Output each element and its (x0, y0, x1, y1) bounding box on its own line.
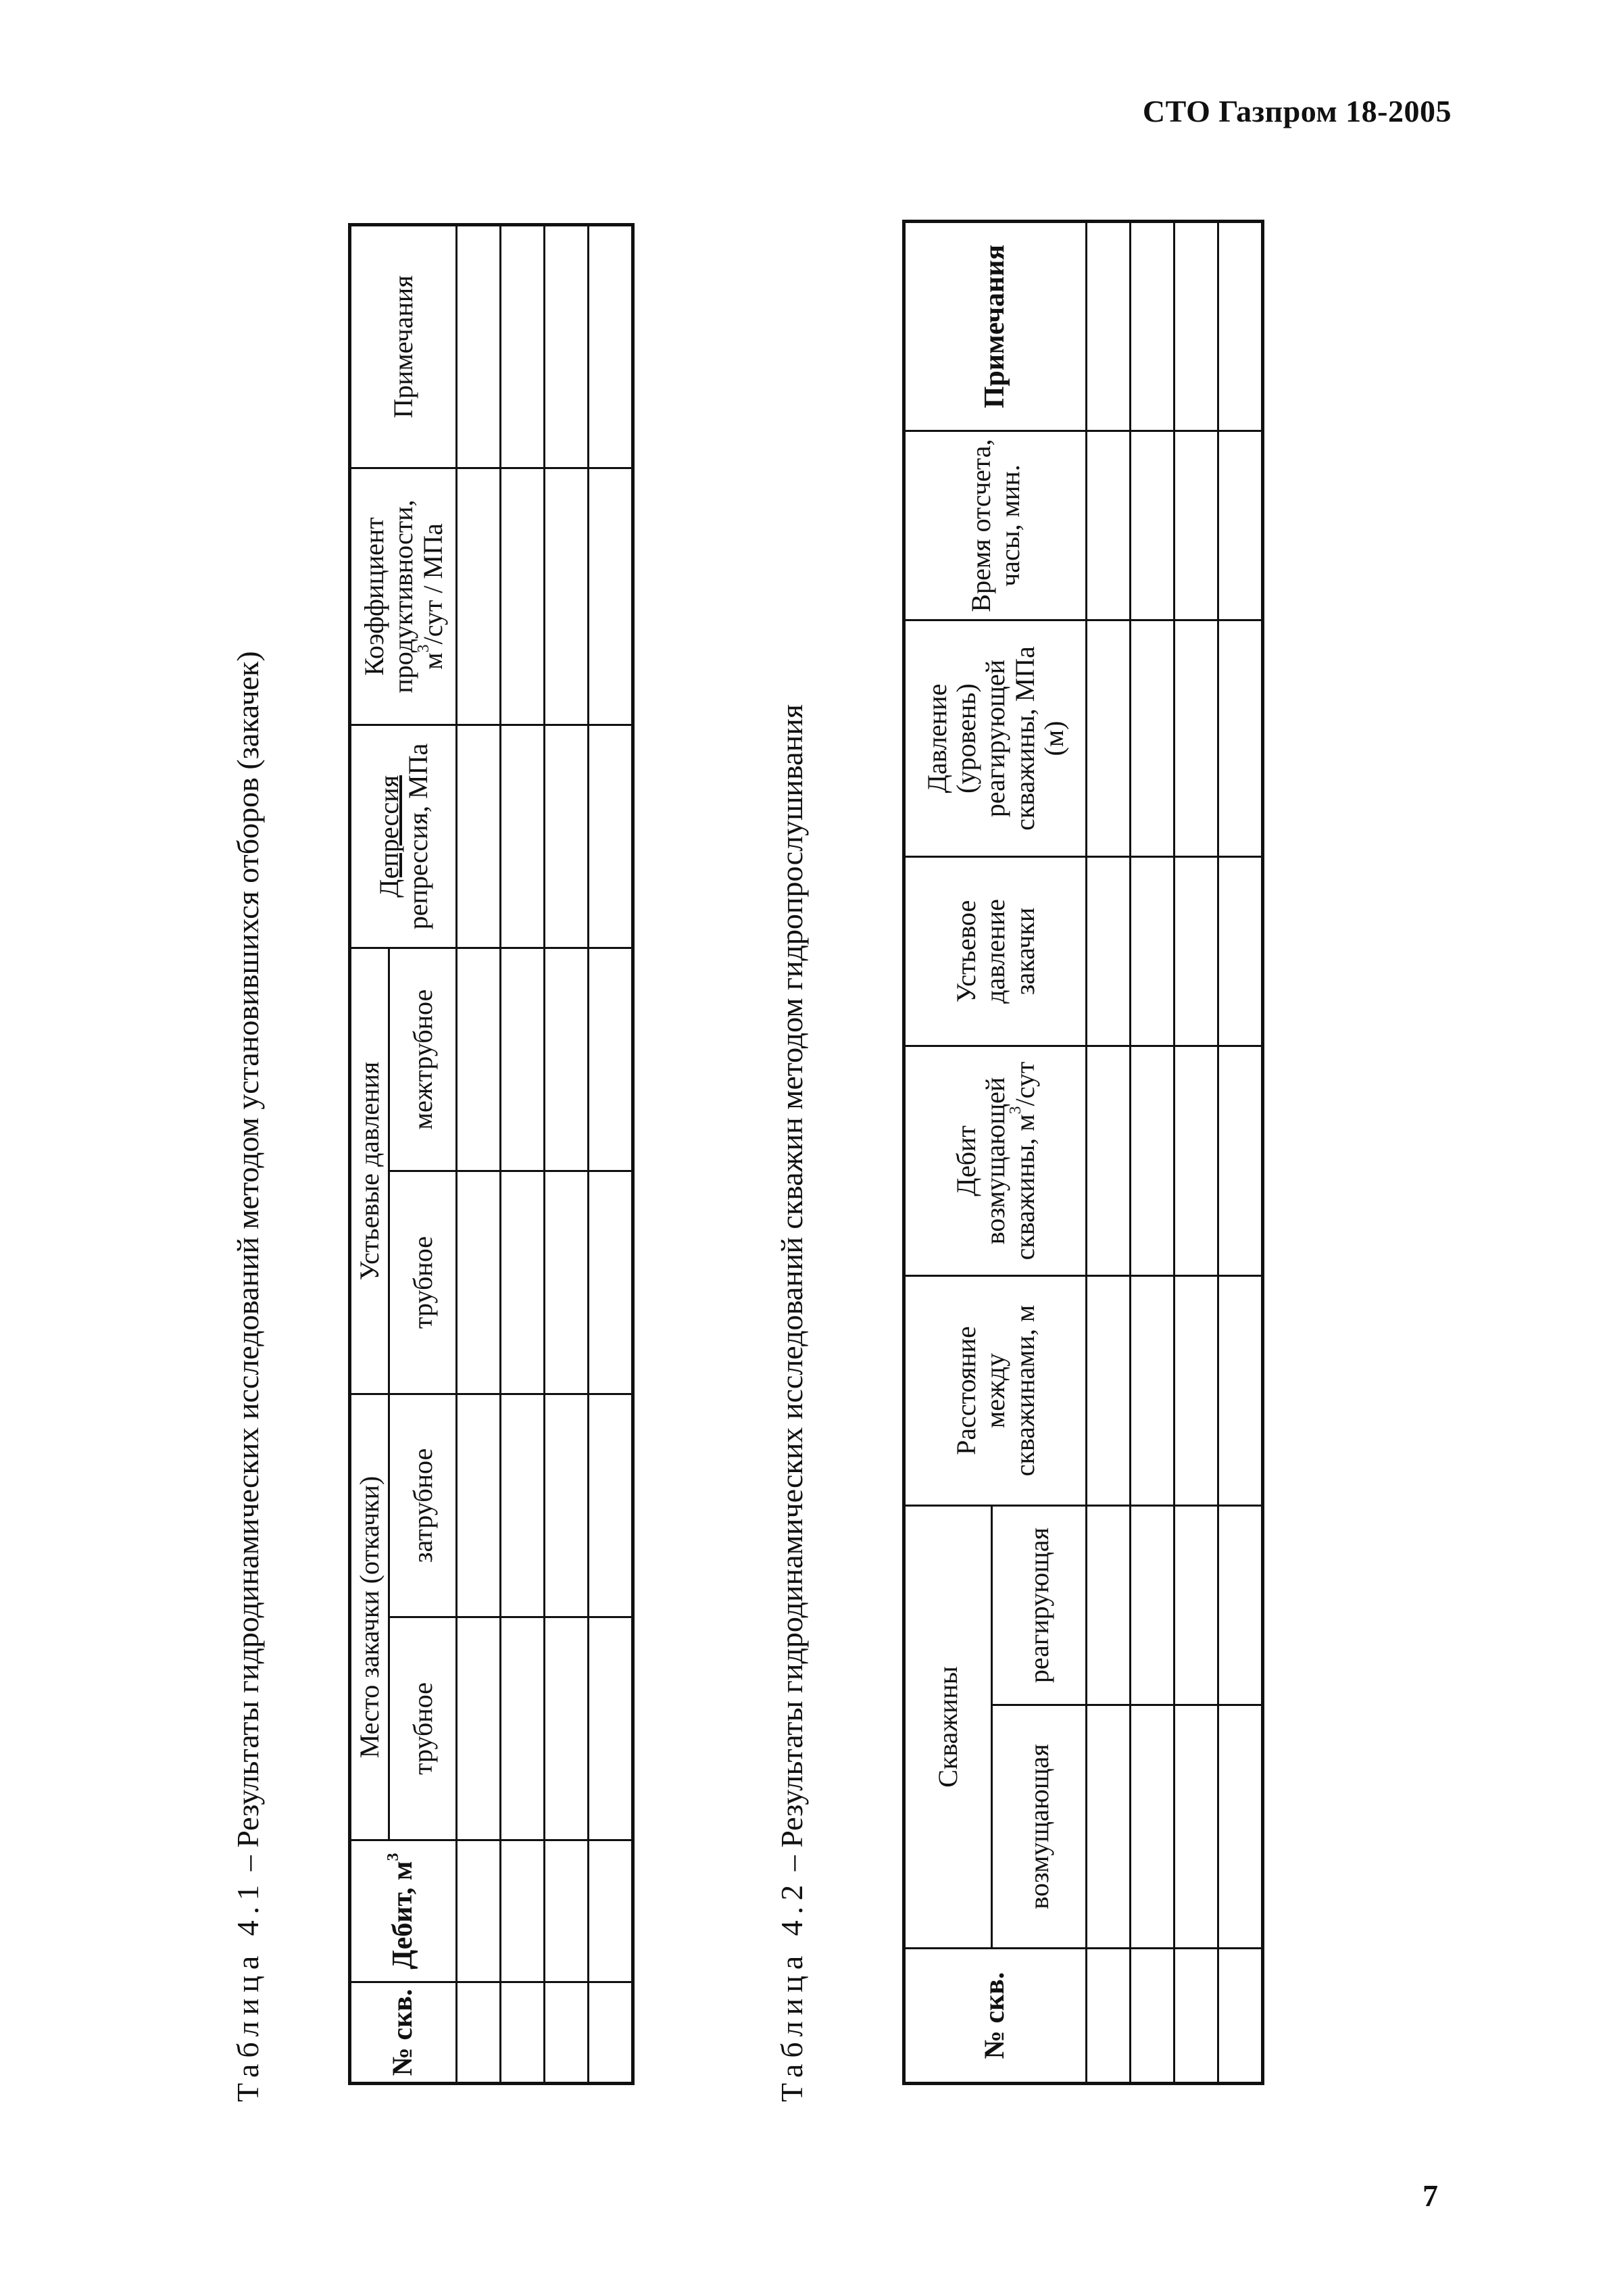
table-4-2-title: Результаты гидродинамических исследований скважин методом гидропрослушивания (774, 704, 809, 1848)
table-4-1 (348, 223, 635, 2085)
table-4-1-block (230, 216, 615, 2102)
table-row (1131, 222, 1175, 2084)
table-row (1175, 222, 1218, 2084)
table-4-2-caption (774, 216, 828, 2102)
header-flow-rate: Дебит, $м^3$ (350, 1840, 457, 1982)
header-well-no: № скв. (904, 1949, 1087, 2084)
header-distance: Расстояние между скважинами, м (904, 1276, 1087, 1506)
table-row (501, 225, 545, 2084)
table-row (545, 225, 589, 2084)
header-notes: Примечания (350, 225, 457, 468)
header-notes: Примечания (904, 222, 1087, 431)
table-row (1087, 222, 1131, 2084)
header-reacting-pressure: Давление (уровень) реагирующей скважины, МПа (м) (904, 620, 1087, 857)
table-row (589, 225, 633, 2084)
header-debit: Дебит возмущающей скважины, $м^3$/сут (904, 1046, 1087, 1276)
header-wh-tubing: трубное (389, 1171, 457, 1394)
header-wh-intertubing: межтрубное (389, 948, 457, 1171)
caption-dash: – (230, 1847, 265, 1879)
document-code: СТО Газпром 18-2005 (1142, 94, 1452, 128)
header-wellhead-pressures: Устьевые давления (350, 948, 389, 1394)
header-depression: Депрессия репрессия, МПа (350, 725, 457, 948)
header-disturbing-well: возмущающая (992, 1705, 1087, 1949)
table-4-2 (902, 220, 1264, 2085)
caption-dash: – (774, 1847, 809, 1879)
header-productivity: Коэффициент продуктивности, $м^3$/сут / МПа (350, 468, 457, 725)
table-4-2-label: Таблица 4.2 (774, 1878, 809, 2102)
table-row (457, 225, 501, 2084)
header-well-no: № скв. (350, 1982, 457, 2084)
header-wellhead-injection-pressure: Устьевое давление закачки (904, 857, 1087, 1046)
header-inj-annulus: затрубное (389, 1394, 457, 1617)
header-inj-tubing: трубное (389, 1617, 457, 1840)
table-4-2-block (774, 216, 1260, 2102)
header-reacting-well: реагирующая (992, 1506, 1087, 1705)
table-4-1-label: Таблица 4.1 (230, 1878, 265, 2102)
header-reading-time: Время отсчета, часы, мин. (904, 431, 1087, 620)
table-row (1218, 222, 1263, 2084)
page-number: 7 (1423, 2178, 1438, 2213)
table-4-1-caption (230, 216, 284, 2102)
header-injection-place: Место закачки (откачки) (350, 1394, 389, 1840)
header-wells: Скважины (904, 1506, 992, 1949)
table-4-1-title: Результаты гидродинамических исследований методом установившихся отборов (закачек) (230, 651, 265, 1848)
